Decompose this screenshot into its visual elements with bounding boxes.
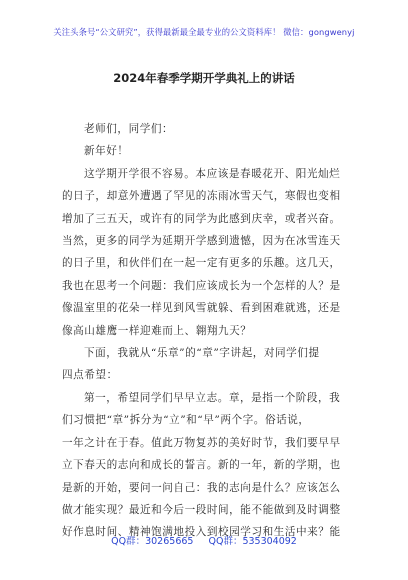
paragraph-line: 的日子里，和伙伴们在一起一定有更多的乐趣。这几天， [62, 257, 341, 270]
paragraph-line: 增加了三五天，或许有的同学为此感到庆幸，或者兴奋。 [62, 212, 341, 225]
paragraph-line: 们习惯把“章”拆分为“立”和“早”两个字。俗话说， [62, 414, 310, 427]
paragraph-line: 做才能实现？最近和今后一段时间，能不能做到及时调整 [62, 503, 341, 516]
greeting-line: 新年好！ [84, 145, 129, 158]
paragraph-line: 我也在思考一个问题：我们应该成长为一个怎样的人？是 [62, 279, 341, 292]
paragraph-line: 这学期开学很不容易。本应该是春暖花开、阳光灿烂 [84, 167, 341, 180]
footer-qq-group-2: QQ群：535304092 [208, 536, 297, 547]
paragraph-line: 是新的开始，要问一问自己：我的志向是什么？应该怎么 [62, 481, 341, 494]
paragraph-line: 四点希望： [62, 369, 118, 382]
paragraph-line: 立下春天的志向和成长的誓言。新的一年，新的学期，也 [62, 459, 341, 472]
footer [0, 533, 408, 547]
paragraph-line: 好作息时间、精神饱满地投入到校园学习和生活中来？能 [62, 526, 341, 539]
salutation-line: 老师们，同学们： [84, 123, 174, 135]
document-body [62, 118, 354, 544]
paragraph-line: 下面，我就从“乐章”的“章”字讲起，对同学们提 [84, 347, 320, 360]
footer-qq-group-1: QQ群：30265665 [111, 536, 194, 547]
paragraph-line: 一年之计在于春。值此万物复苏的美好时节，我们要早早 [62, 436, 341, 449]
paragraph-line: 的日子，却意外遭遇了罕见的冻雨冰雪天气，寒假也变相 [62, 190, 341, 203]
paragraph-line: 第一，希望同学们早早立志。章，是指一个阶段，我 [84, 391, 341, 404]
header-banner: 关注头条号“公文研究”，获得最新最全最专业的公文资料库！ 微信：gongwenyj [53, 27, 355, 37]
paragraph-line: 像高山雄鹰一样迎难而上、翱翔九天？ [62, 324, 252, 337]
document-title: 2024年春季学期开学典礼上的讲话 [113, 71, 295, 85]
paragraph-line: 当然，更多的同学为延期开学感到遗憾，因为在冰雪连天 [62, 235, 341, 248]
paragraph-line: 像温室里的花朵一样见到风雪就躲、看到困难就逃，还是 [62, 302, 341, 315]
